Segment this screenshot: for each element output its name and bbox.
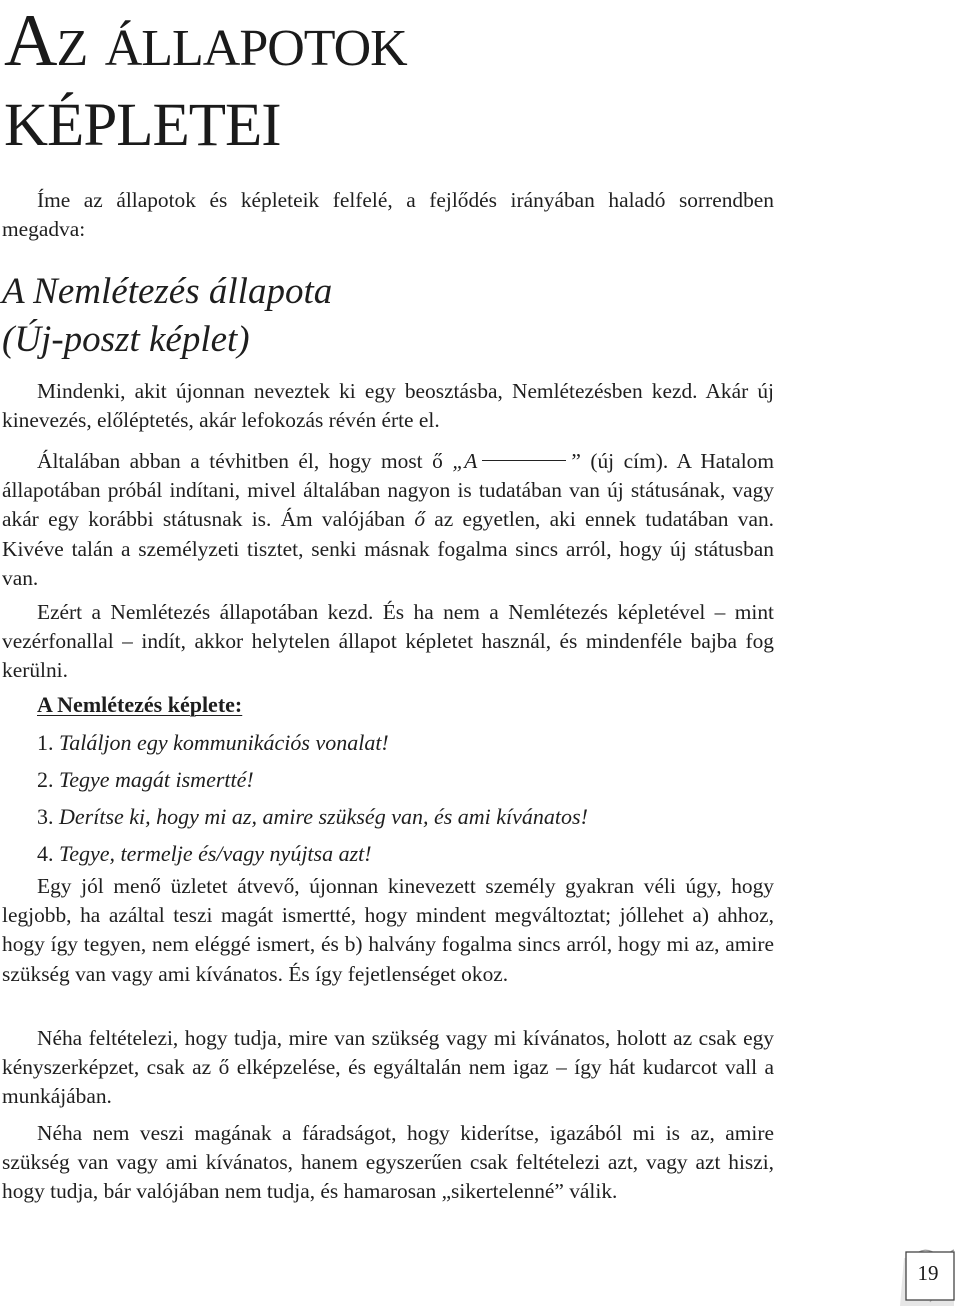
- paragraph-2-middle: (új cím). A Hatalom állapotában próbál indítani, mivel általában nagyon is tudatában van új státusának, vagy akár egy korábbi státusnak is. Ám valójában: [2, 449, 774, 532]
- paragraph-2-end: az egyetlen, aki ennek tudatában van. Kivéve talán a személyzeti tisztet, senki másnak fogalma sincs arról, hogy új státusban van.: [2, 507, 775, 590]
- step-number: 1.: [37, 730, 54, 755]
- formula-step: [37, 765, 588, 802]
- intro-paragraph: Íme az állapotok és képleteik felfelé, a fejlődés irányában haladó sorrendben megadva:: [2, 188, 774, 242]
- step-text: Tegye magát ismertté!: [59, 767, 254, 792]
- formula-step: [37, 802, 588, 839]
- formula-heading: A Nemlétezés képlete:: [37, 692, 243, 717]
- step-text: Derítse ki, hogy mi az, amire szükség van, és ami kívánatos!: [59, 804, 588, 829]
- formula-step: [37, 728, 588, 765]
- chapter-title-line-1: Az állapotok: [4, 0, 407, 82]
- paragraph-1: Mindenki, akit újonnan neveztek ki egy beosztásba, Nemlétezésben kezd. Akár új kinevezés, előléptetés, akár lefokozás révén érte el.: [2, 379, 774, 433]
- step-number: 3.: [37, 804, 54, 829]
- step-text: Tegye, termelje és/vagy nyújtsa azt!: [59, 841, 372, 866]
- section-heading-line-2: (Új-poszt képlet): [2, 319, 250, 360]
- step-number: 4.: [37, 841, 54, 866]
- step-text: Találjon egy kommunikációs vonalat!: [59, 730, 389, 755]
- paragraph-4: Egy jól menő üzletet átvevő, újonnan kinevezett személy gyakran véli úgy, hogy legjobb, ha azáltal teszi magát ismertté, hogy mindent megváltoztat; jóllehet a) ahhoz, hogy így tegyen, nem eléggé ismert, és b) halvány fogalma sincs arról, hogy mi az, amire szükség van vagy ami kívánatos. És így fejetlenséget okoz.: [2, 874, 774, 986]
- step-number: 2.: [37, 767, 54, 792]
- title-quote-open: „A: [452, 449, 478, 473]
- paragraph-6: Néha nem veszi magának a fáradságot, hogy kiderítse, igazából mi is az, amire szükség van vagy ami kívánatos, hanem egyszerűen csak feltételezi azt, vagy azt hiszi, hogy tudja, bár valójában nem tudja, és hamarosan „sikertelenné” válik.: [2, 1121, 774, 1204]
- chapter-title-line-2: KÉPLETEI: [4, 92, 281, 159]
- page-number: 19: [917, 1261, 939, 1285]
- paragraph-2-emphasis: ő: [414, 507, 426, 532]
- formula-steps: [37, 728, 588, 876]
- section-heading-line-1: A Nemlétezés állapota: [2, 271, 333, 312]
- title-blank-line: [482, 460, 566, 461]
- paragraph-2: [2, 447, 774, 593]
- paragraph-2-start: Általában abban a tévhitben él, hogy most ő: [37, 449, 453, 473]
- formula-step: [37, 839, 588, 876]
- title-quote-close: ”: [571, 449, 581, 473]
- paragraph-5: Néha feltételezi, hogy tudja, mire van szükség vagy mi kívánatos, holott az csak egy kényszerképzet, csak az ő elképzelése, és egyáltalán nem igaz – így hát kudarcot vall a munkájában.: [2, 1026, 774, 1109]
- paragraph-3: Ezért a Nemlétezés állapotában kezd. És ha nem a Nemlétezés képletével – mint vezérfonallal – indít, akkor helytelen állapot képletet használ, és mindenféle bajba fog kerülni.: [2, 600, 774, 683]
